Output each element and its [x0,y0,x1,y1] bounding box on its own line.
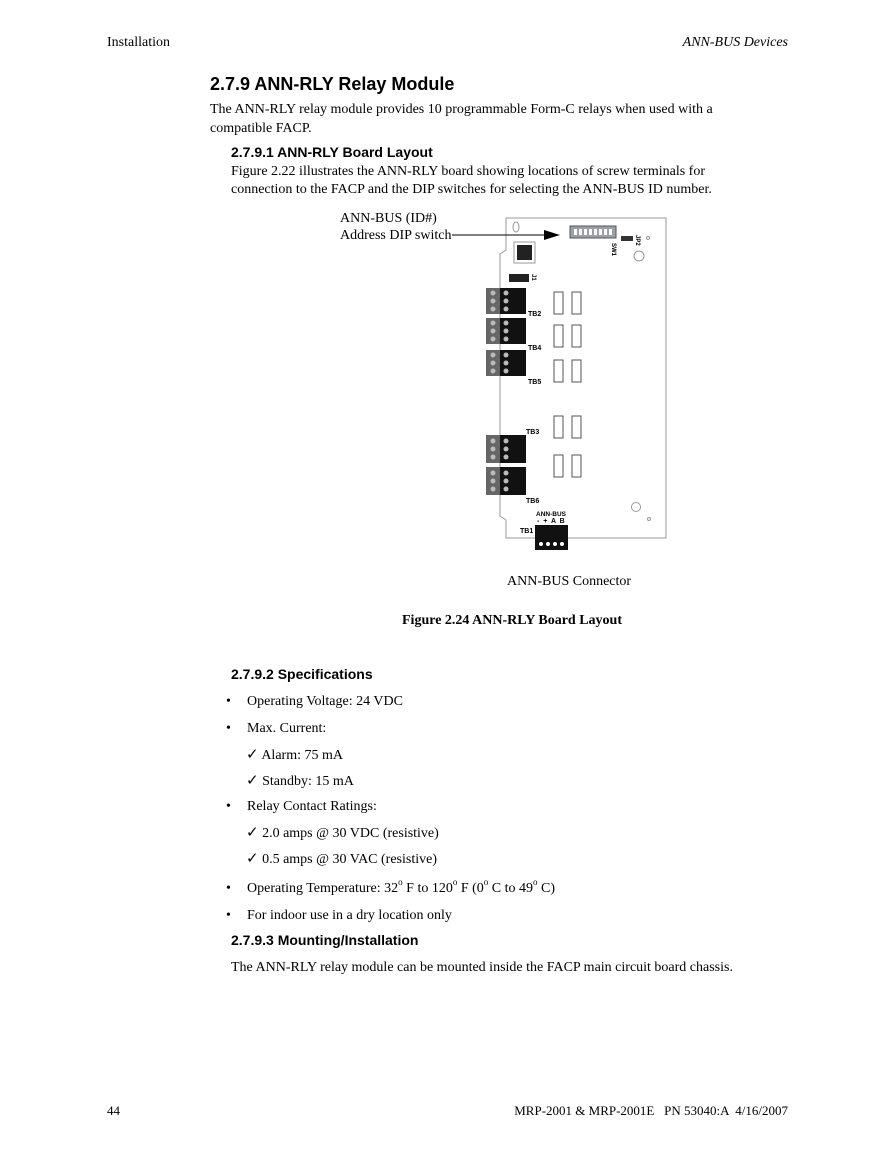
jp2-label: JP2 [634,235,640,246]
mounting-heading: 2.7.9.3 Mounting/Installation [231,932,419,948]
bullet: • [226,881,231,896]
spec-voltage-text: Operating Voltage: 24 VDC [247,694,403,709]
header-chapter-label: ANN-BUS Devices [682,35,788,50]
spec-subitem-rating-dc [246,823,439,843]
tb5-label: TB5 [528,379,542,386]
tb6-label: TB6 [526,498,540,505]
spec-alarm-text: Alarm: 75 mA [261,748,343,763]
check-icon: ✓ [246,771,259,789]
mounting-text: The ANN-RLY relay module can be mounted inside the FACP main circuit board chassis. [231,960,733,975]
intro-line-1: The ANN-RLY relay module provides 10 programmable Form-C relays when used with a [210,102,713,117]
annbus-pins-label: - + A B [537,518,565,525]
spec-current-text: Max. Current: [247,721,327,736]
tb1-label: TB1 [520,528,534,535]
dip-switch [570,226,616,238]
tb3-label: TB3 [526,429,540,436]
j1-header [509,274,529,282]
annbus-label: ANN-BUS [536,511,566,518]
spec-relay-text: Relay Contact Ratings: [247,799,377,814]
check-icon: ✓ [246,823,259,841]
board-layout-heading: 2.7.9.1 ANN-RLY Board Layout [231,144,433,160]
spec-subitem-rating-ac [246,849,437,869]
dip-switch-callout-line-1: ANN-BUS (ID#) [340,211,437,226]
tb4-label: TB4 [528,345,542,352]
terminal-block-tb3 [486,435,526,463]
header-section-label: Installation [107,35,170,50]
figure-caption: Figure 2.24 ANN-RLY Board Layout [402,613,623,628]
board-layout-line-1: Figure 2.22 illustrates the ANN-RLY board showing locations of screw terminals for [231,164,705,179]
terminal-block-tb5 [486,350,526,376]
spec-temperature-text: Operating Temperature: 32$^o$ F to 120$^o$ F (0$^o$ C to 49$^o$ C) [247,877,556,896]
terminal-block-tb6 [486,467,526,495]
j1-label: J1 [530,274,536,281]
bullet: • [226,908,231,923]
spec-standby-text: Standby: 15 mA [262,774,354,789]
terminal-block-tb2 [486,288,526,314]
spec-indoor-text: For indoor use in a dry location only [247,908,452,923]
page-number: 44 [107,1103,120,1118]
intro-line-2: compatible FACP. [210,121,312,136]
check-icon: ✓ [246,745,259,763]
document-id: MRP-2001 & MRP-2001E PN 53040:A 4/16/2007 [514,1103,788,1118]
spec-subitem-standby [246,771,354,791]
check-icon: ✓ [246,849,259,867]
sw1-label: SW1 [610,243,616,257]
bullet: • [226,799,231,814]
annbus-connector-label: ANN-BUS Connector [507,574,632,589]
section-title: 2.7.9 ANN-RLY Relay Module [210,74,455,94]
terminal-block-tb4 [486,318,526,344]
spec-rating-ac-text: 0.5 amps @ 30 VAC (resistive) [262,852,438,867]
board-diagram [440,210,680,560]
tb2-label: TB2 [528,311,542,318]
dip-switch-callout-line-2: Address DIP switch [340,228,452,243]
jp2-jumper [621,236,633,241]
board-layout-line-2: connection to the FACP and the DIP switches for selecting the ANN-BUS ID number. [231,182,712,197]
spec-subitem-alarm [246,745,343,765]
annbus-connector [535,525,568,550]
bullet: • [226,721,231,736]
spec-rating-dc-text: 2.0 amps @ 30 VDC (resistive) [262,826,439,841]
specifications-heading: 2.7.9.2 Specifications [231,666,373,682]
bullet: • [226,694,231,709]
